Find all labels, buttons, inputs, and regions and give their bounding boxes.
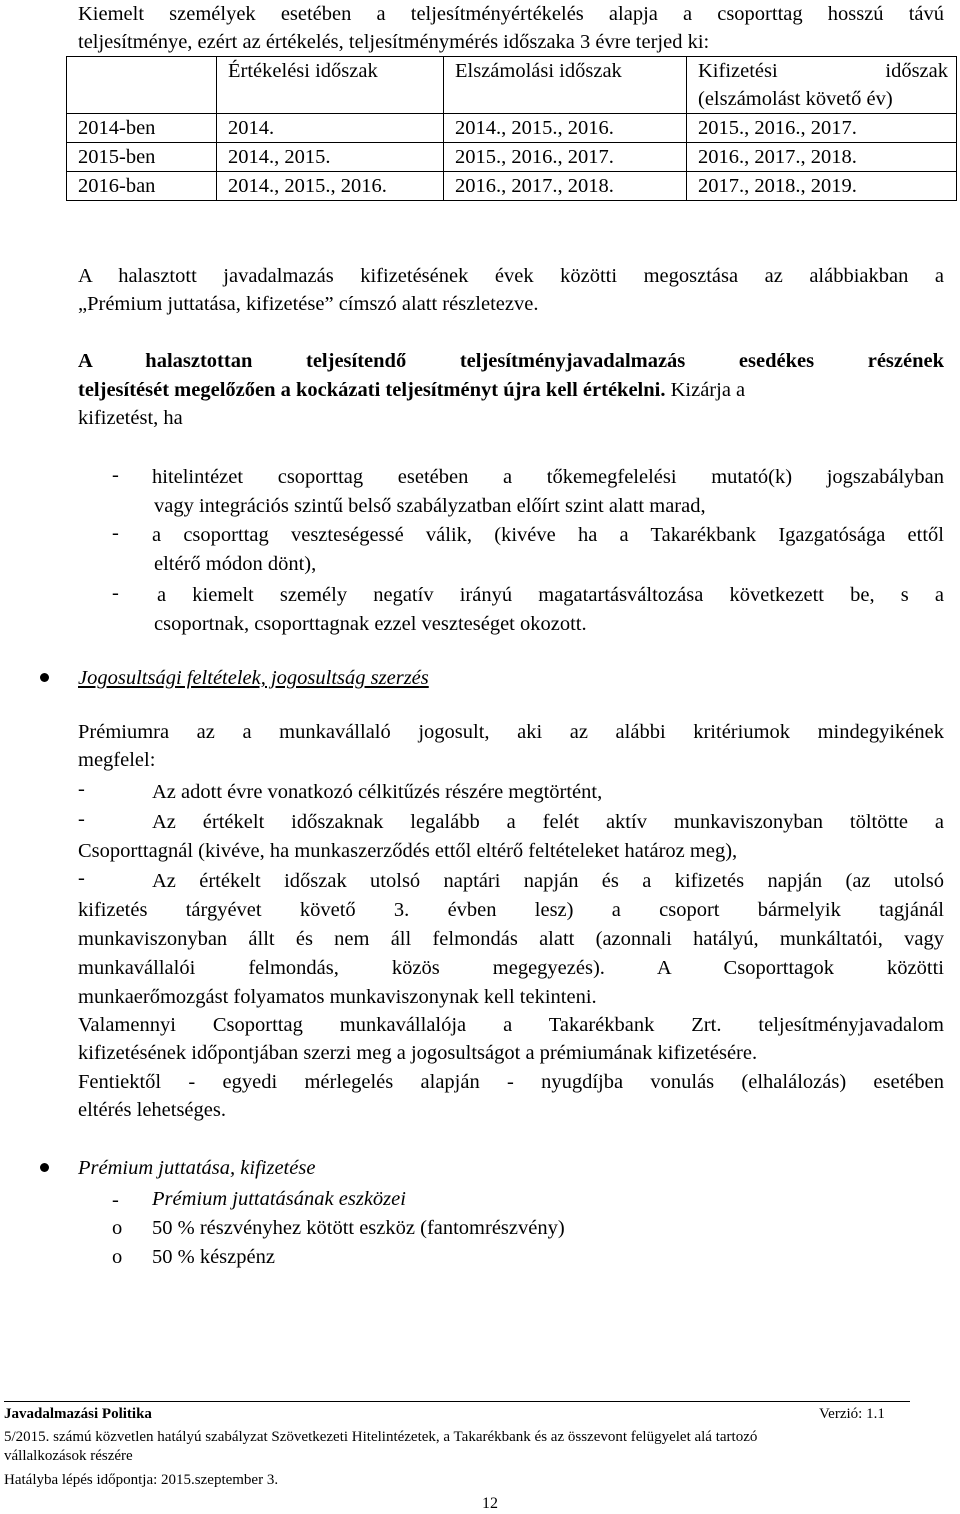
item-marker: o [112,1246,123,1268]
exclusion-2-line-1: a csoporttag veszteségessé válik, (kivéve ha a Takarékbank Igazgatósága ettől [152,524,944,546]
section-1-heading: Jogosultsági feltételek, jogosultság szerzés [78,667,429,689]
header-payment-word-1: Kifizetési [698,60,778,82]
footer-effective: Hatályba lépés időpontja: 2015.szeptember 3. [4,1472,279,1488]
footer-version: Verzió: 1.1 [819,1406,885,1422]
table-row [67,143,957,172]
table-header-row [67,57,957,114]
criteria-3-line-3: munkaviszonyban állt és nem áll felmondás alatt (azonnali hatályú, munkáltatói, vagy [78,928,944,950]
intro-line-1: Kiemelt személyek esetében a teljesítményértékelés alapja a csoporttag hosszú távú [78,3,944,25]
exclusion-3-line-1: a kiemelt személy negatív irányú magatartásváltozása következett be, s a [157,584,944,606]
footer-reg-line-2: vállalkozások részére [4,1448,133,1464]
header-payment-period [687,57,957,114]
table-cell: 2014. [217,114,444,143]
bullet-icon [40,673,49,682]
page-number: 12 [482,1495,498,1512]
exclusion-dash: - [112,464,119,486]
criteria-dash: - [78,808,85,830]
table-cell: 2015., 2016., 2017. [444,143,687,172]
header-empty-cell [67,57,217,114]
criteria-3-line-5: munkaerőmozgást folyamatos munkaviszonynak kell tekinteni. [78,986,597,1008]
footer-reg-line-1: 5/2015. számú közvetlen hatályú szabályzat Szövetkezeti Hitelintézetek, a Takarékbank és az összevont felügyelet alá tartozó [4,1429,758,1445]
item-marker: o [112,1217,123,1239]
risk-line-2 [78,376,944,404]
exclusion-dash: - [112,582,119,604]
table-cell: 2016-ban [67,172,217,201]
intro-line-2: teljesítménye, ezért az értékelés, teljesítménymérés időszaka 3 évre terjed ki: [78,31,710,53]
criteria-dash: - [78,867,85,889]
table-cell: 2015-ben [67,143,217,172]
footer-title: Javadalmazási Politika [4,1406,152,1422]
s1-p3-line-2: eltérés lehetséges. [78,1099,226,1121]
sub-dash: - [112,1189,119,1211]
section-2-sub: Prémium juttatásának eszközei [152,1188,406,1210]
exclusion-1-line-2: vagy integrációs szintű belső szabályzatban előírt szint alatt marad, [154,495,706,517]
table-cell: 2014., 2015., 2016. [217,172,444,201]
table-cell: 2014., 2015. [217,143,444,172]
criteria-2-line-2: Csoporttagnál (kivéve, ha munkaszerződés ettől eltérő feltételeket határoz meg), [78,840,738,862]
deferred-line-1: A halasztott javadalmazás kifizetésének évek közötti megosztása az alábbiakban a [78,265,944,287]
exclusion-2-line-2: eltérő módon dönt), [154,553,317,575]
item-2: 50 % készpénz [152,1246,275,1268]
bullet-icon [40,1163,49,1172]
table-row [67,172,957,201]
item-1: 50 % részvényhez kötött eszköz (fantomrészvény) [152,1217,565,1239]
criteria-2-line-1: Az értékelt időszaknak legalább a felét aktív munkaviszonyban töltötte a [152,811,944,833]
risk-bold-line-1: A halasztottan teljesítendő teljesítményjavadalmazás esedékes részének [78,350,944,372]
table-cell: 2014-ben [67,114,217,143]
s1-p1-line-2: megfelel: [78,749,156,771]
criteria-1: Az adott évre vonatkozó célkitűzés részére megtörtént, [152,781,603,803]
header-payment-word-2: időszak [885,60,948,82]
exclusion-1-line-1: hitelintézet csoporttag esetében a tőkemegfelelési mutató(k) jogszabályban [152,466,944,488]
risk-bold-line-2: teljesítését megelőzően a kockázati teljesítményt újra kell értékelni. [78,379,666,401]
table-cell: 2016., 2017., 2018. [444,172,687,201]
table-row [67,114,957,143]
footer-title-row [4,1405,954,1424]
table-cell: 2017., 2018., 2019. [687,172,957,201]
criteria-dash: - [78,778,85,800]
exclusion-dash: - [112,522,119,544]
table-cell: 2016., 2017., 2018. [687,143,957,172]
section-2-heading: Prémium juttatása, kifizetése [78,1157,316,1179]
criteria-3-line-1: Az értékelt időszak utolsó naptári napján és a kifizetés napján (az utolsó [152,870,944,892]
s1-p1-line-1: Prémiumra az a munkavállaló jogosult, aki az alábbi kritériumok mindegyikének [78,721,944,743]
s1-p2-line-1: Valamennyi Csoporttag munkavállalója a Takarékbank Zrt. teljesítményjavadalom [78,1014,944,1036]
s1-p3-line-1: Fentiektől - egyedi mérlegelés alapján - nyugdíjba vonulás (elhalálozás) esetében [78,1071,944,1093]
risk-normal-line-2: Kizárja a [665,379,746,401]
header-payment-note: (elszámolást követő év) [698,88,893,110]
criteria-3-line-4: munkavállalói felmondás, közös megegyezés). A Csoporttagok közötti [78,957,944,979]
exclusion-3-line-2: csoportnak, csoporttagnak ezzel veszteséget okozott. [154,613,587,635]
table-cell: 2014., 2015., 2016. [444,114,687,143]
header-evaluation-period: Értékelési időszak [217,57,444,114]
header-settlement-period: Elszámolási időszak [444,57,687,114]
deferred-line-2: „Prémium juttatása, kifizetése” címszó alatt részletezve. [78,293,539,315]
footer-divider [4,1401,910,1402]
criteria-3-line-2: kifizetés tárgyévet követő 3. évben lesz) a csoport bármelyik tagjánál [78,899,944,921]
table-cell: 2015., 2016., 2017. [687,114,957,143]
period-table [66,56,957,201]
s1-p2-line-2: kifizetésének időpontjában szerzi meg a jogosultságot a prémiumának kifizetésére. [78,1042,758,1064]
risk-line-3: kifizetést, ha [78,407,183,429]
